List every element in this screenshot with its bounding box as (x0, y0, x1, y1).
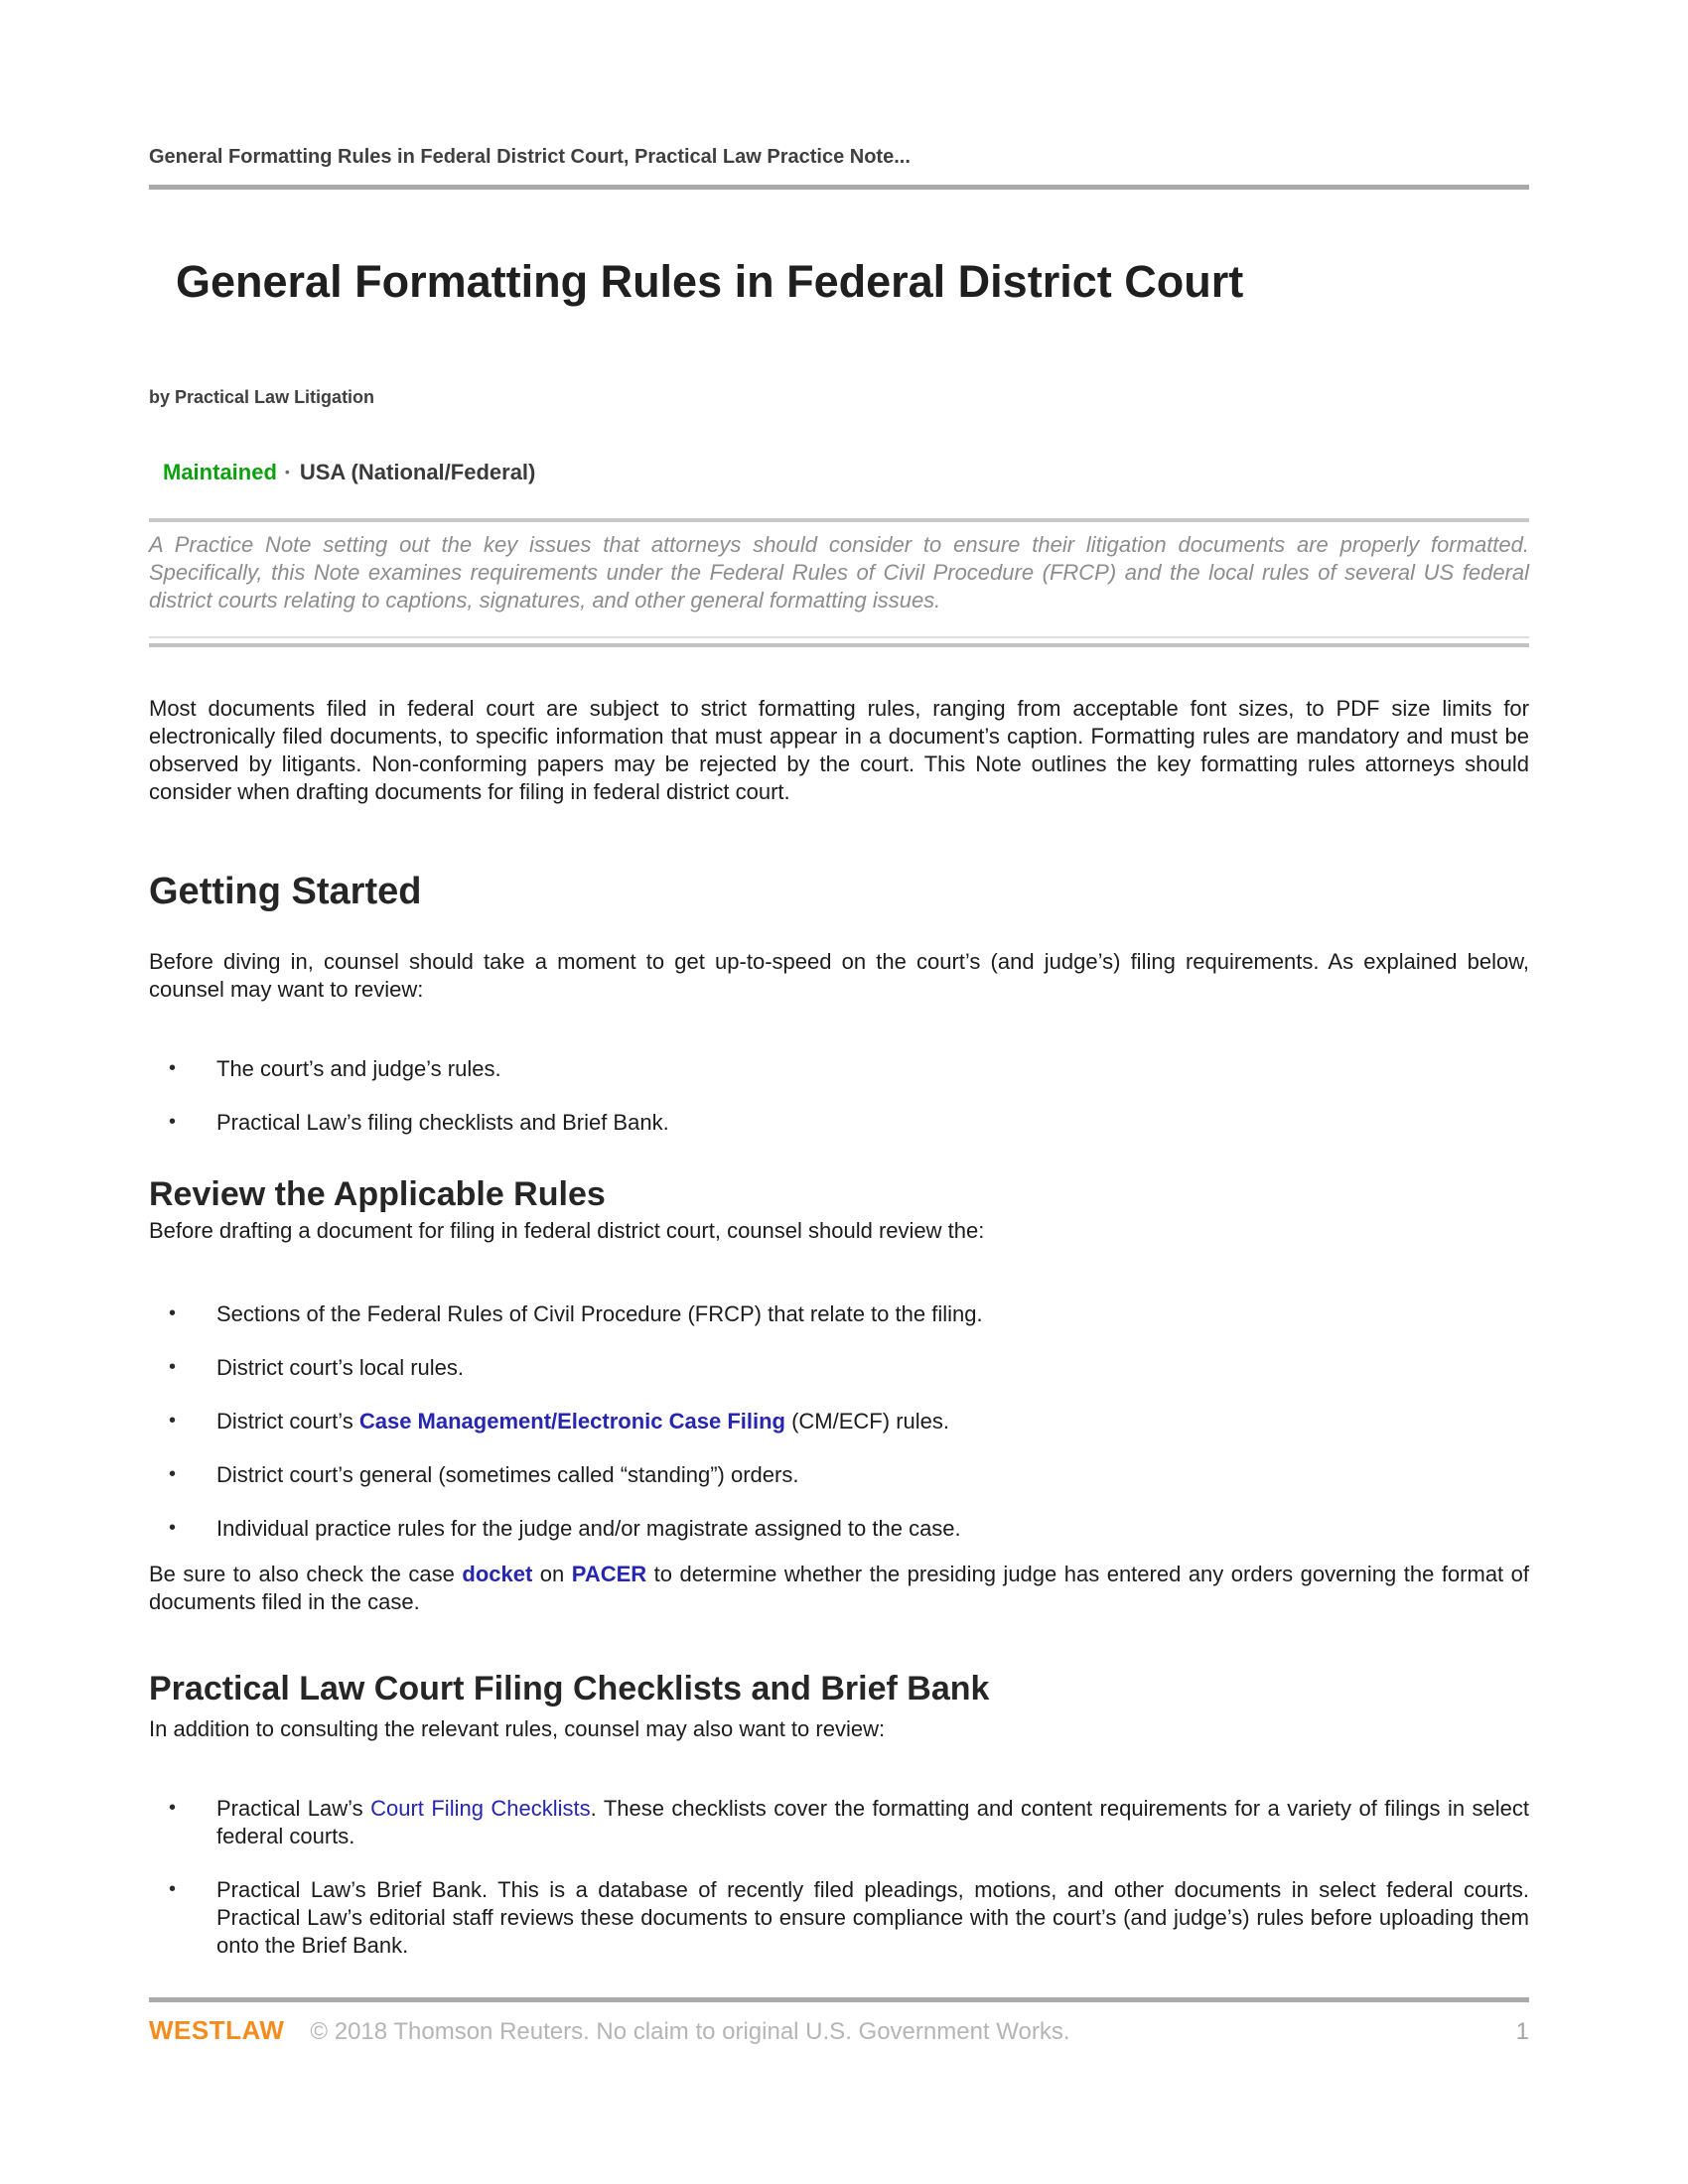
getting-started-bullet-list (149, 1055, 1529, 1137)
running-header: General Formatting Rules in Federal District Court, Practical Law Practice Note... (149, 146, 911, 168)
list-item: • District court’s general (sometimes called “standing”) orders. (149, 1461, 1529, 1489)
byline: by Practical Law Litigation (149, 387, 375, 407)
jurisdiction-label: USA (National/Federal) (299, 460, 536, 484)
intro-paragraph: Most documents filed in federal court are subject to strict formatting rules, ranging from acceptable font sizes, to PDF size limits for electronically filed documents, to specific information that must appear in a document’s caption. Formatting rules are mandatory and must be observed by litigants. Non-conforming papers may be rejected by the court. This Note outlines the key formatting rules attorneys should consider when drafting documents for filing in federal district court. (149, 696, 1529, 804)
pacer-link[interactable]: PACER (571, 1562, 647, 1586)
page-footer (149, 1997, 1529, 2046)
abstract-rule-bottom-band (149, 643, 1529, 647)
court-filing-checklists-link[interactable]: Court Filing Checklists (370, 1796, 591, 1821)
section-heading-checklists: Practical Law Court Filing Checklists and Brief Bank (149, 1670, 990, 1707)
checklists-bullet-list (149, 1795, 1529, 1960)
list-item: • Practical Law’s Brief Bank. This is a database of recently filed pleadings, motions, and other documents in select federal courts. Practical Law’s editorial staff reviews these documents to ensure compliance with the court’s (and judge’s) rules before uploading them onto the Brief Bank. (149, 1876, 1529, 1960)
page-title: General Formatting Rules in Federal District Court (176, 256, 1244, 307)
abstract-rule-top (149, 518, 1529, 522)
section-heading-review-rules: Review the Applicable Rules (149, 1175, 606, 1213)
footer-rule (149, 1997, 1529, 2002)
review-rules-bullet-list (149, 1300, 1529, 1543)
status-line (149, 458, 1529, 486)
section-heading-getting-started: Getting Started (149, 871, 422, 912)
docket-note-paragraph (149, 1561, 1529, 1616)
list-item: • Individual practice rules for the judge and/or magistrate assigned to the case. (149, 1515, 1529, 1543)
docket-link[interactable]: docket (462, 1562, 533, 1586)
list-item (149, 1408, 1529, 1435)
note-text: on (532, 1562, 572, 1586)
case-management-ecf-link[interactable]: Case Management/Electronic Case Filing (358, 1409, 785, 1433)
note-text: Be sure to also check the case (149, 1562, 463, 1586)
list-item: • District court’s local rules. (149, 1354, 1529, 1382)
bullet-text: (CM/ECF) rules. (784, 1409, 949, 1433)
note-text: to determine whether the presiding judge has entered any orders governing the format of documents filed in the case. (149, 1562, 1530, 1614)
list-item (149, 1795, 1529, 1850)
footer-copyright: © 2018 Thomson Reuters. No claim to original U.S. Government Works. (310, 2018, 1070, 2045)
dot-separator-icon: • (284, 464, 290, 479)
abstract-rule-bottom (149, 636, 1529, 647)
bullet-text: Practical Law’s (216, 1796, 371, 1821)
maintained-badge: Maintained (163, 460, 277, 484)
page-number: 1 (1515, 2018, 1529, 2045)
abstract-text: A Practice Note setting out the key issues that attorneys should consider to ensure their litigation documents are properly formatted. Specifically, this Note examines requirements under the Federal Rules of Civil Procedure (FRCP) and the local rules of several US federal district courts relating to captions, signatures, and other general formatting issues. (149, 532, 1529, 613)
list-item: • The court’s and judge’s rules. (149, 1055, 1529, 1083)
bullet-text: District court’s (216, 1409, 359, 1433)
getting-started-intro: Before diving in, counsel should take a moment to get up-to-speed on the court’s (and judge’s) filing requirements. As explained below, counsel may want to review: (149, 949, 1529, 1002)
list-item: • Sections of the Federal Rules of Civil Procedure (FRCP) that relate to the filing. (149, 1300, 1529, 1328)
checklists-intro: In addition to consulting the relevant rules, counsel may also want to review: (149, 1716, 886, 1741)
westlaw-logo: WESTLAW (149, 2015, 285, 2045)
document-content (0, 145, 1688, 1960)
review-rules-intro: Before drafting a document for filing in federal district court, counsel should review the: (149, 1218, 985, 1243)
footer-row (149, 2015, 1529, 2046)
list-item: • Practical Law’s filing checklists and Brief Bank. (149, 1109, 1529, 1137)
bullet-text: . These checklists cover the formatting and content requirements for a variety of filings in select federal courts. (216, 1796, 1530, 1848)
header-rule (149, 185, 1529, 190)
